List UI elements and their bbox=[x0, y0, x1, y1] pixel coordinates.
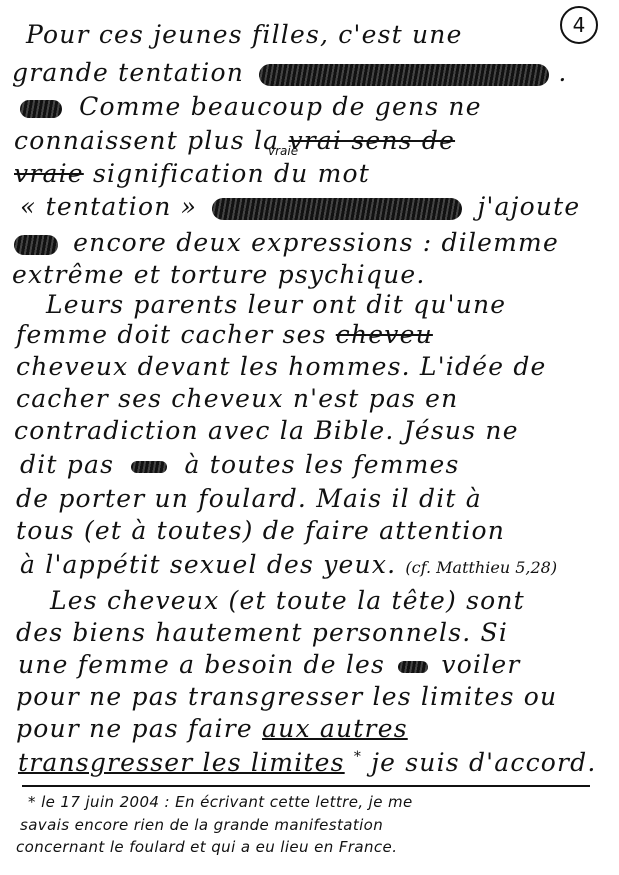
footnote-line-2: savais encore rien de la grande manifestation bbox=[20, 816, 384, 834]
scribble-redaction bbox=[212, 198, 462, 220]
text-line-19: des biens hautement personnels. Si bbox=[16, 618, 509, 647]
matthieu-reference: (cf. Matthieu 5,28) bbox=[405, 558, 558, 577]
text-line-15: de porter un foulard. Mais il dit à bbox=[16, 484, 482, 513]
struck-text: vraie bbox=[14, 159, 84, 188]
text-line-23 bbox=[18, 750, 597, 775]
text-line-18: Les cheveux (et toute la tête) sont bbox=[50, 586, 525, 615]
text-line-8: extrême et torture psychique. bbox=[12, 260, 426, 289]
scribble-redaction bbox=[259, 64, 549, 86]
scribble-redaction bbox=[131, 461, 167, 473]
footnote-rule bbox=[22, 785, 590, 787]
text-line-14 bbox=[20, 452, 460, 477]
text-line-3-text: Comme beaucoup de gens ne bbox=[79, 92, 482, 121]
text-line-17-text: à l'appétit sexuel des yeux. bbox=[20, 550, 397, 579]
text-line-21: pour ne pas transgresser les limites ou bbox=[16, 682, 558, 711]
struck-text: cheveu bbox=[335, 320, 433, 349]
text-line-4 bbox=[14, 128, 455, 153]
text-line-22-text: pour ne pas faire bbox=[16, 714, 253, 743]
underlined-text: aux autres bbox=[262, 714, 408, 743]
text-line-12: cacher ses cheveux n'est pas en bbox=[16, 384, 459, 413]
text-line-4-text: connaissent plus la bbox=[14, 126, 280, 155]
text-line-20-text: une femme a besoin de les bbox=[18, 650, 386, 679]
caret-insertion: vraie bbox=[268, 144, 299, 158]
footnote-line-1: * le 17 juin 2004 : En écrivant cette lettre, je me bbox=[28, 793, 413, 811]
text-line-7 bbox=[14, 230, 559, 255]
voiler-text: voiler bbox=[441, 650, 521, 679]
text-line-22 bbox=[16, 716, 408, 741]
text-line-3 bbox=[20, 94, 482, 119]
toutes-les-femmes: à toutes les femmes bbox=[184, 450, 460, 479]
text-line-13: contradiction avec la Bible. Jésus ne bbox=[14, 416, 519, 445]
scribble-redaction bbox=[20, 100, 62, 118]
text-line-2-text: grande tentation bbox=[12, 58, 244, 87]
text-line-6 bbox=[20, 194, 580, 220]
text-line-17 bbox=[20, 552, 557, 577]
text-line-5-text: signification du mot bbox=[92, 159, 371, 188]
footnote-line-3: concernant le foulard et qui a eu lieu en France. bbox=[16, 838, 398, 856]
text-line-16: tous (et à toutes) de faire attention bbox=[16, 516, 506, 545]
text-line-24: je suis d'accord. bbox=[371, 748, 597, 777]
page-number: 4 bbox=[560, 6, 598, 44]
footnote-marker: * bbox=[353, 749, 363, 765]
scribble-redaction bbox=[398, 661, 428, 673]
text-line-5 bbox=[14, 161, 370, 186]
text-line-23-text: transgresser les limites bbox=[18, 748, 345, 777]
text-line-1: Pour ces jeunes filles, c'est une bbox=[26, 20, 463, 49]
text-line-10-text: femme doit cacher ses bbox=[16, 320, 327, 349]
struck-text: vrai sens de bbox=[288, 126, 456, 155]
text-line-20 bbox=[18, 652, 521, 677]
text-line-9: Leurs parents leur ont dit qu'une bbox=[46, 290, 507, 319]
text-line-10 bbox=[16, 322, 433, 347]
text-line-2: grande tentation . bbox=[12, 58, 568, 87]
text-line-14-text: dit pas bbox=[20, 450, 115, 479]
text-line-6-text: « tentation » bbox=[20, 192, 198, 221]
scribble-redaction bbox=[14, 235, 58, 255]
text-line-11: cheveux devant les hommes. L'idée de bbox=[16, 352, 547, 381]
text-line-7-text: encore deux expressions : dilemme bbox=[73, 228, 559, 257]
ajoute-text: j'ajoute bbox=[477, 192, 581, 221]
